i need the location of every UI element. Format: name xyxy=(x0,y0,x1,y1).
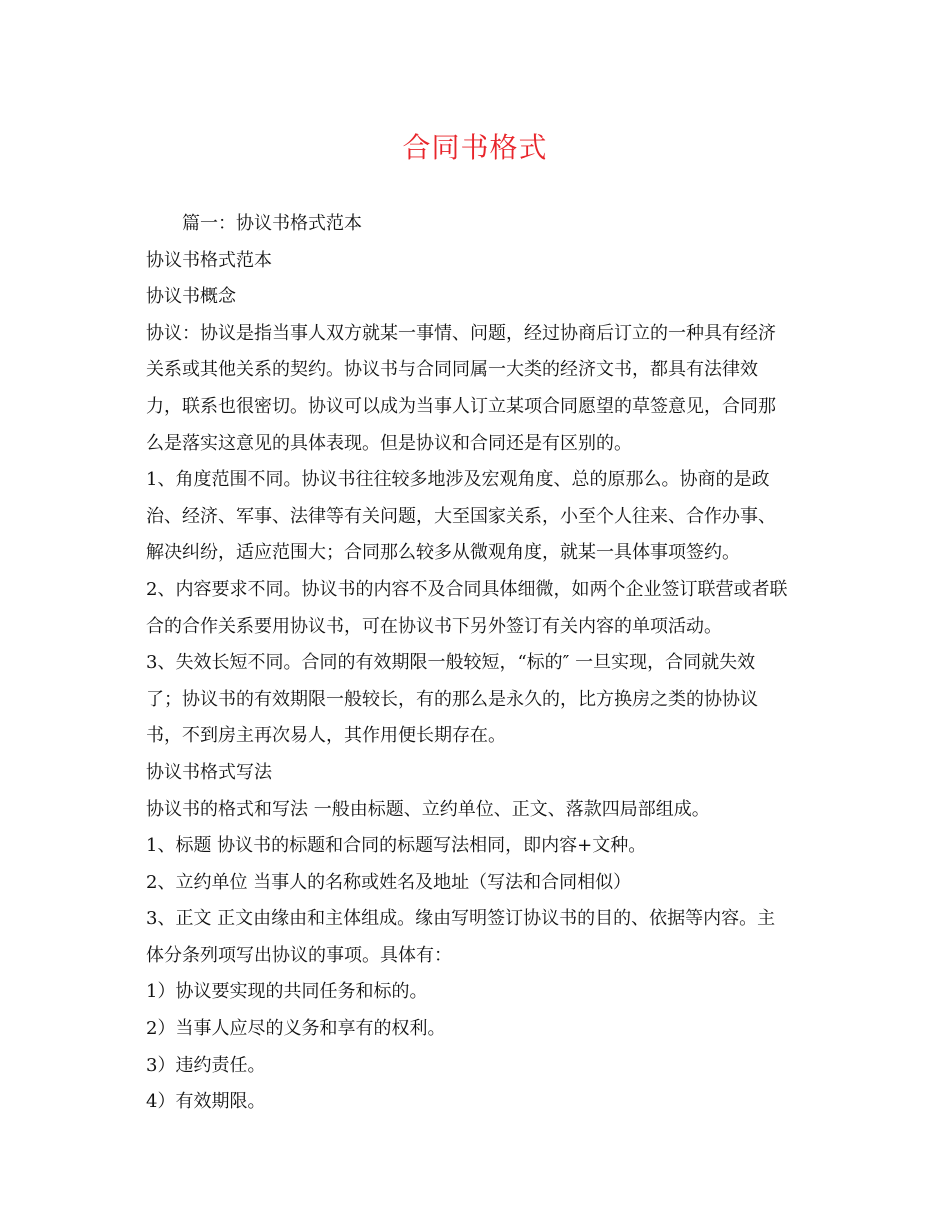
text-line: 1）协议要实现的共同任务和标的。 xyxy=(146,981,428,1003)
text-line: 合的合作关系要用协议书，可在协议书下另外签订有关内容的单项活动。 xyxy=(146,615,722,637)
text-line: 关系或其他关系的契约。协议书与合同同属一大类的经济文书，都具有法律效 xyxy=(146,359,758,381)
text-line: 1、标题 协议书的标题和合同的标题写法相同，即内容+文种。 xyxy=(146,835,647,857)
text-line: 协议书的格式和写法 一般由标题、立约单位、正文、落款四局部组成。 xyxy=(146,798,710,820)
text-line: 治、经济、军事、法律等有关问题，大至国家关系，小至个人往来、合作办事、 xyxy=(146,505,776,527)
text-line: 1、角度范围不同。协议书往往较多地涉及宏观角度、总的原那么。协商的是政 xyxy=(146,469,770,491)
text-line: 协议：协议是指当事人双方就某一事情、问题，经过协商后订立的一种具有经济 xyxy=(146,322,776,344)
text-line: 4）有效期限。 xyxy=(146,1091,266,1113)
text-line: 2、内容要求不同。协议书的内容不及合同具体细微，如两个企业签订联营或者联 xyxy=(146,578,788,600)
text-line: 力，联系也很密切。协议可以成为当事人订立某项合同愿望的草签意见，合同那 xyxy=(146,395,776,417)
text-line: 2、立约单位 当事人的名称或姓名及地址（写法和合同相似） xyxy=(146,871,632,893)
text-line: 么是落实这意见的具体表现。但是协议和合同还是有区别的。 xyxy=(146,432,632,454)
text-line: 3、正文 正文由缘由和主体组成。缘由写明签订协议书的目的、依据等内容。主 xyxy=(146,908,776,930)
text-line: 解决纠纷，适应范围大；合同那么较多从微观角度，就某一具体事项签约。 xyxy=(146,542,740,564)
text-line: 体分条列项写出协议的事项。具体有： xyxy=(146,944,452,966)
document-title: 合同书格式 xyxy=(402,131,548,164)
text-line: 3、失效长短不同。合同的有效期限一般较短，“标的″ 一旦实现，合同就失效 xyxy=(146,652,756,674)
document-body xyxy=(146,206,811,1121)
text-line: 协议书格式范本 xyxy=(146,249,272,271)
text-line: 了；协议书的有效期限一般较长，有的那么是永久的，比方换房之类的协协议 xyxy=(146,688,758,710)
text-line: 协议书格式写法 xyxy=(146,761,272,783)
text-line: 3）违约责任。 xyxy=(146,1054,266,1076)
text-line: 协议书概念 xyxy=(146,286,236,308)
section-heading: 篇一：协议书格式范本 xyxy=(182,213,362,234)
text-line: 书，不到房主再次易人，其作用便长期存在。 xyxy=(146,725,506,747)
text-line: 2）当事人应尽的义务和享有的权利。 xyxy=(146,1018,446,1040)
